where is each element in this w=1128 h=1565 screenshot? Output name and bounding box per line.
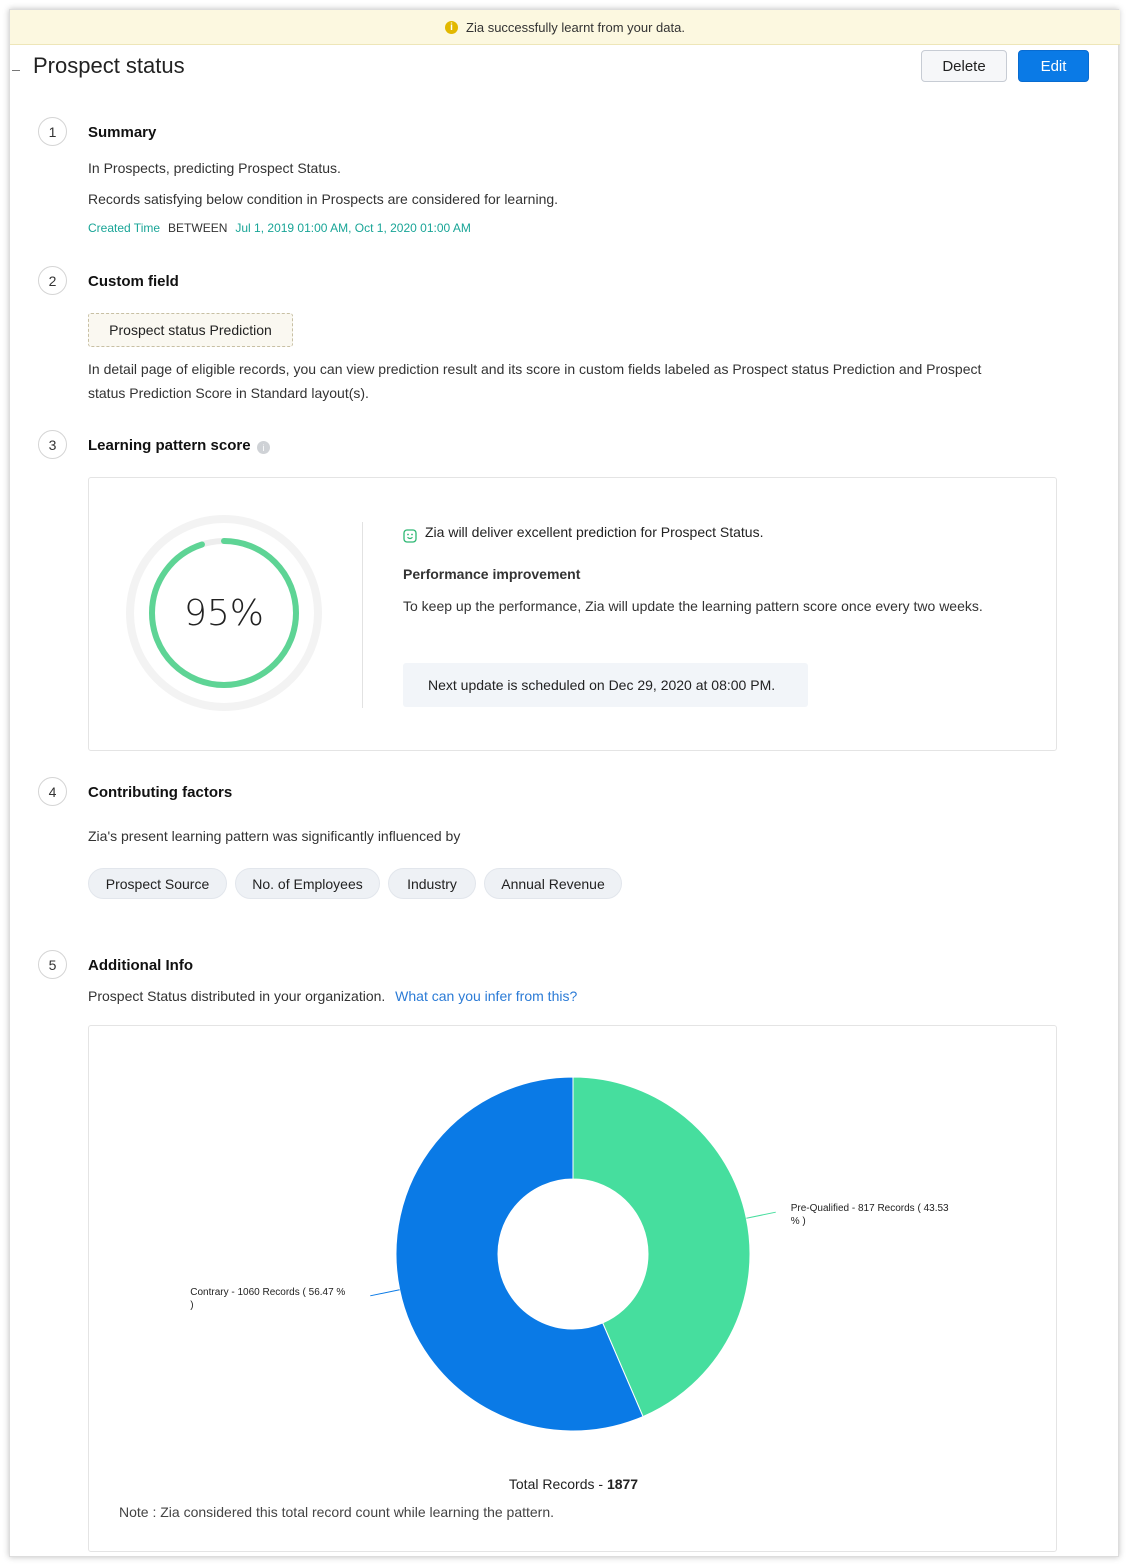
smile-icon [403,529,417,543]
step-number-4: 4 [38,777,67,806]
prediction-quality-text: Zia will deliver excellent prediction for Prospect Status. [425,524,764,540]
edit-button[interactable]: Edit [1018,50,1089,82]
custom-field-line-1: In detail page of eligible records, you can view prediction result and its score in custom fields labeled as Prospect status Prediction and Prospect [88,361,982,377]
total-records-label: Total Records - [508,1476,607,1492]
info-icon: i [445,21,458,34]
contributing-factors-intro: Zia's present learning pattern was significantly influenced by [88,828,461,844]
slice-label-pre-qualified: % ) [790,1216,806,1228]
condition-field: Created Time [88,221,161,235]
custom-field-title: Custom field [88,273,179,290]
banner-text: Zia successfully learnt from your data. [466,19,685,35]
delete-button[interactable]: Delete [921,50,1007,82]
leader-line-contrary [370,1290,399,1296]
custom-field-line-2: status Prediction Score in Standard layout(s). [88,385,369,401]
collapse-icon[interactable] [12,70,20,71]
condition-operator: BETWEEN [168,221,228,235]
info-tooltip-icon[interactable]: i [257,441,270,454]
total-records [89,1476,1058,1492]
factor-chip-annual-revenue[interactable]: Annual Revenue [484,868,622,899]
performance-title: Performance improvement [403,566,581,582]
summary-line-2: Records satisfying below condition in Prospects are considered for learning. [88,191,559,207]
page-title: Prospect status [33,53,185,78]
distribution-text: Prospect Status distributed in your organization. [88,988,386,1004]
summary-line-1: In Prospects, predicting Prospect Status. [88,160,341,176]
next-update-notice: Next update is scheduled on Dec 29, 2020 at 08:00 PM. [403,663,808,707]
factor-chip-prospect-source[interactable]: Prospect Source [88,868,227,899]
factor-chip-no-of-employees[interactable]: No. of Employees [235,868,380,899]
score-value: 95% [183,592,264,634]
factor-chip-industry[interactable]: Industry [388,868,476,899]
learning-score-title: Learning pattern score [88,437,251,454]
divider [362,522,363,708]
success-banner [10,10,1120,45]
step-number-5: 5 [38,950,67,979]
performance-text: To keep up the performance, Zia will update the learning pattern score once every two weeks. [403,598,983,614]
total-records-note: Note : Zia considered this total record count while learning the pattern. [119,1504,555,1520]
step-number-2: 2 [38,266,67,295]
total-records-value: 1877 [606,1476,639,1492]
leader-line-pre-qualified [746,1212,775,1218]
additional-info-title: Additional Info [88,957,193,974]
additional-info-intro [88,984,577,1008]
slice-label-pre-qualified: Pre-Qualified - 817 Records ( 43.53 [790,1203,949,1215]
learning-score-card [88,477,1057,751]
summary-title: Summary [88,124,157,141]
learning-condition [88,221,471,235]
contributing-factors-title: Contributing factors [88,784,233,801]
step-number-3: 3 [38,430,67,459]
main-panel [9,9,1119,1557]
distribution-chart-card [88,1025,1057,1552]
slice-label-contrary: Contrary - 1060 Records ( 56.47 % [190,1286,346,1298]
condition-value: Jul 1, 2019 01:00 AM, Oct 1, 2020 01:00 AM [235,221,471,235]
custom-field-chip: Prospect status Prediction [88,313,293,347]
donut-chart [89,1026,1058,1466]
step-number-1: 1 [38,117,67,146]
infer-link[interactable]: What can you infer from this? [395,988,578,1004]
slice-label-contrary: ) [190,1299,194,1311]
